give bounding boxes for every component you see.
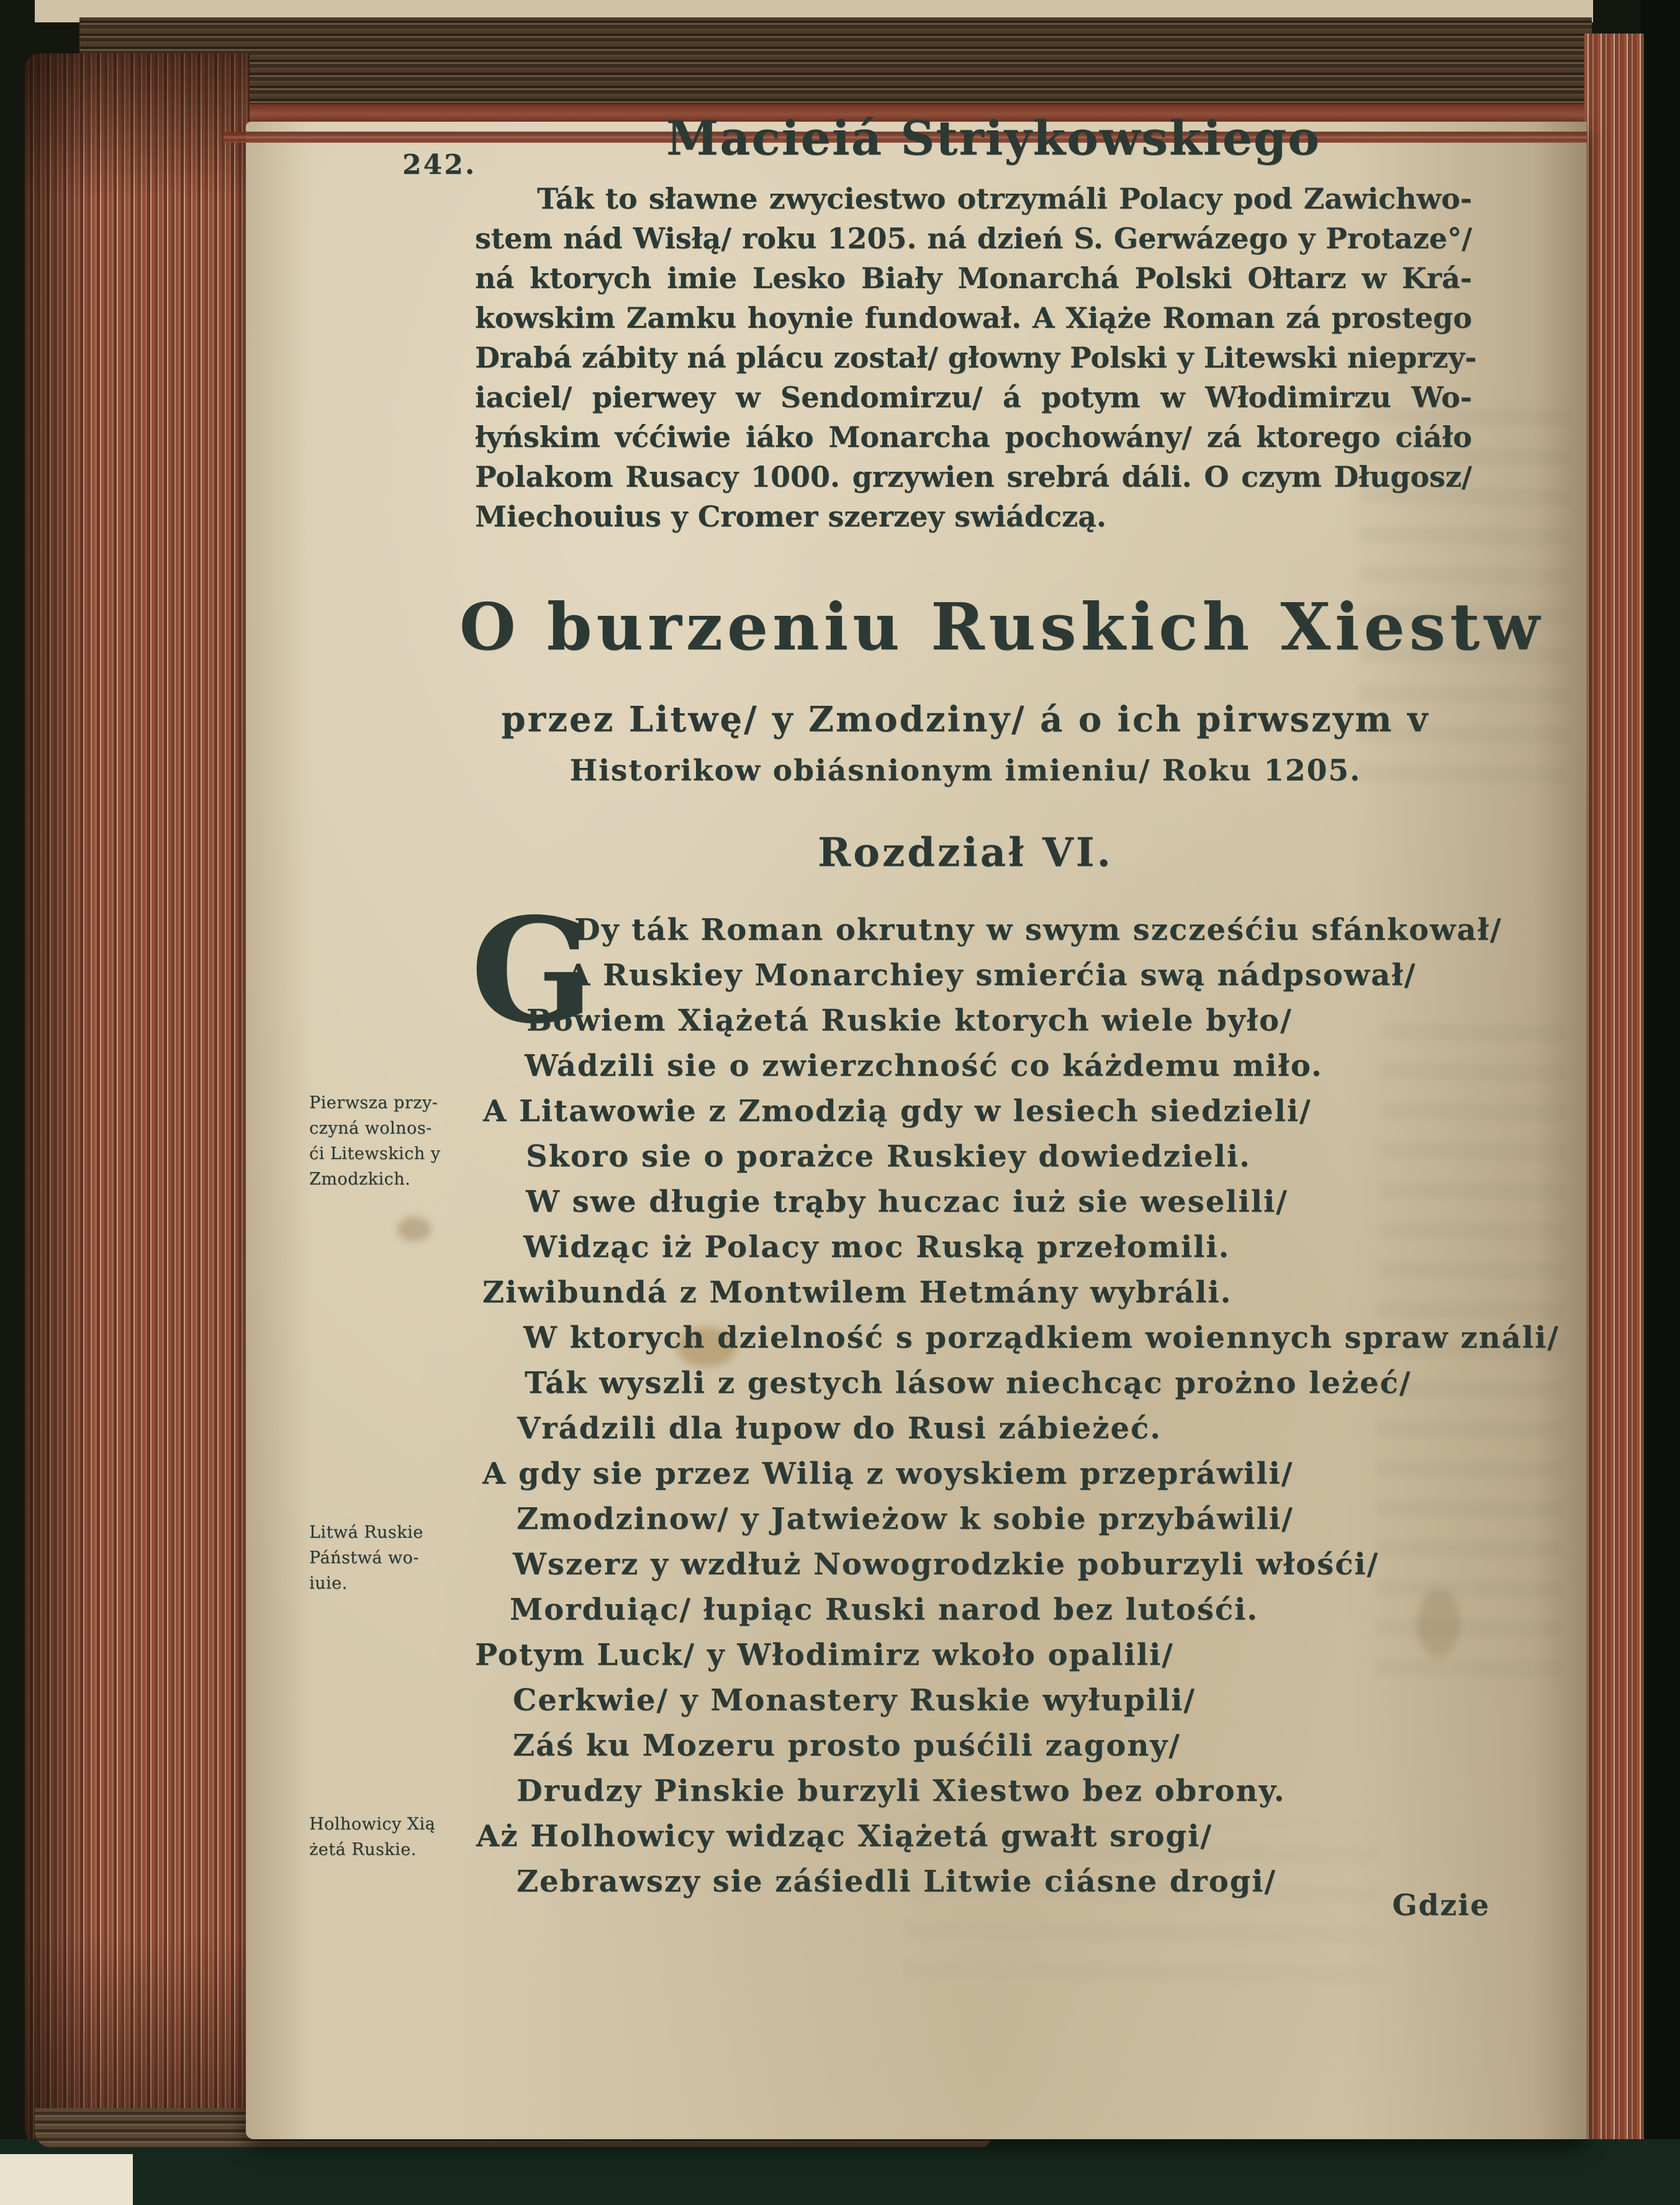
catchword: Gdzie <box>1392 1888 1490 1923</box>
intro-line: iaciel/ pierwey w Sendomirzu/ á potym w Włodimirzu Wo- <box>475 381 1472 414</box>
section-title: O burzeniu Ruskich Xiestw <box>459 588 1544 665</box>
verse-line: A gdy sie przez Wilią z woyskiem przepráwili/ <box>482 1456 1294 1491</box>
verse-block <box>475 908 1560 1905</box>
verse-line: Widząc iż Polacy moc Ruską przełomili. <box>523 1230 1231 1265</box>
verse-line: Aż Holhowicy widząc Xiążetá gwałt srogi/ <box>476 1819 1213 1854</box>
right-fore-edge-stack <box>1584 34 1644 2163</box>
verse-line: Zmodzinow/ y Jatwieżow k sobie przybáwili/ <box>517 1502 1294 1536</box>
chapter-heading: Rozdział VI. <box>818 829 1113 876</box>
intro-line: łyńskim vććiwie iáko Monarcha pochowány/ zá ktorego ciáło <box>475 420 1472 454</box>
verse-line: Wádzili sie o zwierzchność co káżdemu miło. <box>525 1048 1323 1083</box>
verse-line: Wszerz y wzdłuż Nowogrodzkie poburzyli włośći/ <box>513 1547 1380 1582</box>
verse-line: Morduiąc/ łupiąc Ruski narod bez lutośći. <box>510 1592 1259 1627</box>
margin-note-line: czyná wolnos- <box>309 1119 432 1138</box>
intro-line: stem nád Wisłą/ roku 1205. ná dzień S. Gerwázego y Protaze°/ <box>475 222 1472 255</box>
section-subtitle-1: przez Litwę/ y Zmodziny/ á o ich pirwszym v <box>501 699 1430 740</box>
margin-note-line: żetá Ruskie. <box>309 1840 417 1859</box>
intro-paragraph <box>475 179 1477 536</box>
right-cover-dark <box>1640 0 1680 2205</box>
verse-line: Zebrawszy sie záśiedli Litwie ciásne drogi/ <box>517 1864 1277 1899</box>
margin-note-line: iuie. <box>309 1574 348 1593</box>
verse-line: Ták wyszli z gestych lásow niechcąc prożno leżeć/ <box>525 1366 1412 1400</box>
margin-note-holhowicy <box>309 1811 464 1862</box>
margin-note-line: Páństwá wo- <box>309 1548 419 1567</box>
drop-cap-initial: G <box>471 886 594 1055</box>
page-number: 242. <box>402 149 477 181</box>
margin-note-line: Zmodzkich. <box>309 1170 411 1189</box>
intro-line: kowskim Zamku hoynie fundował. A Xiąże Roman zá prostego <box>475 301 1472 335</box>
margin-note-line: Holhowicy Xią <box>309 1815 436 1834</box>
section-subtitle-2: Historikow obiásnionym imieniu/ Roku 1205. <box>569 754 1362 788</box>
verse-line: A Litawowie z Zmodzią gdy w lesiech siedzieli/ <box>483 1094 1312 1129</box>
table-background <box>0 2139 1680 2205</box>
intro-line: Drabá zábity ná plácu został/ głowny Polski y Litewski nieprzy- <box>475 341 1477 374</box>
left-stack-shadow <box>25 53 250 2147</box>
margin-note-first-cause <box>309 1090 464 1192</box>
verse-line: Potym Luck/ y Włodimirz wkoło opalili/ <box>475 1638 1174 1672</box>
verse-line: W ktorych dzielność s porządkiem woiennych spraw ználi/ <box>523 1320 1560 1355</box>
margin-note-line: ći Litewskich y <box>309 1144 441 1163</box>
verse-line: Bowiem Xiążetá Ruskie ktorych wiele było/ <box>526 1003 1293 1038</box>
margin-note-lithuania-wars <box>309 1520 464 1596</box>
bottom-paper-sliver <box>0 2154 133 2205</box>
intro-line: Ták to sławne zwyciestwo otrzymáli Polacy pod Zawichwo- <box>537 182 1472 215</box>
margin-note-line: Pierwsza przy- <box>309 1093 438 1112</box>
verse-line: Cerkwie/ y Monastery Ruskie wyłupili/ <box>513 1683 1196 1718</box>
paper-stain <box>397 1217 431 1242</box>
margin-note-line: Litwá Ruskie <box>309 1523 423 1542</box>
verse-line: A Ruskiey Monarchiey smierćia swą nádpsował/ <box>567 958 1417 993</box>
verse-line: Záś ku Mozeru prosto puśćili zagony/ <box>513 1728 1181 1763</box>
intro-line: ná ktorych imie Lesko Biały Monarchá Polski Ołtarz w Krá- <box>475 261 1472 295</box>
verse-line: Drudzy Pinskie burzyli Xiestwo bez obrony. <box>517 1774 1286 1808</box>
verse-line: W swe długie trąby huczac iuż sie weselili/ <box>526 1184 1288 1219</box>
verse-line: Dy ták Roman okrutny w swym szcześćiu sfánkował/ <box>574 913 1502 947</box>
intro-line: Miechouius y Cromer szerzey swiádczą. <box>475 500 1107 533</box>
verse-line: Skoro sie o porażce Ruskiey dowiedzieli. <box>526 1139 1251 1174</box>
intro-line: Polakom Rusacy 1000. grzywien srebrá dáli. O czym Długosz/ <box>475 460 1472 494</box>
running-header: Macieiá Striykowskiego <box>666 110 1321 166</box>
verse-line: Vrádzili dla łupow do Rusi zábieżeć. <box>517 1411 1162 1446</box>
verse-line: Ziwibundá z Montwilem Hetmány wybráli. <box>482 1275 1232 1310</box>
